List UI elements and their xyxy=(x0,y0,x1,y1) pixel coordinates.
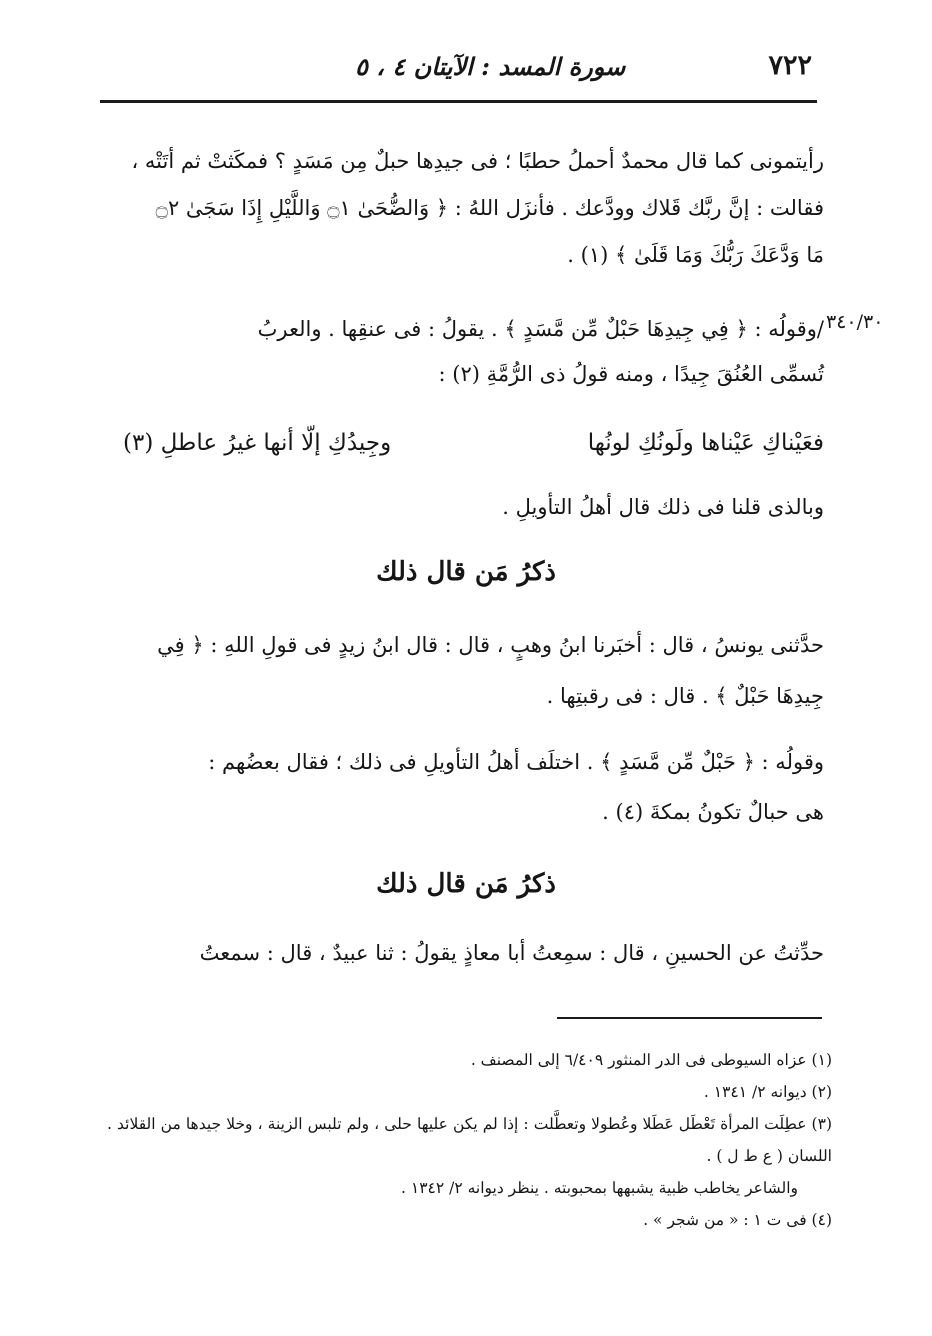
margin-reference: ٣٤٠/٣٠ xyxy=(826,311,884,333)
text-line: تُسمِّى العُنُقَ جِيدًا ، ومنه قولُ ذى الرُّمَّةِ (٢) : xyxy=(438,362,824,386)
section-heading: ذكرُ مَن قال ذلك xyxy=(376,869,556,899)
paragraph-5 xyxy=(109,737,824,837)
text-line: جِيدِهَا حَبْلٌ ﴾ . قال : فى رقبتِها . xyxy=(546,684,824,708)
header-rule xyxy=(100,100,817,103)
page-number: ٧٢٢ xyxy=(768,50,812,81)
text-line: هى حبالٌ تكونُ بمكةَ (٤) . xyxy=(602,800,824,824)
text-line: فقالت : إنَّ ربَّك قَلاك وودَّعك . فأنزَل اللهُ : ﴿ وَالضُّحَىٰ ۝١ وَاللَّيْلِ إِذَا سَجَىٰ ۝٢ xyxy=(155,196,824,220)
text-line: مَا وَدَّعَكَ رَبُّكَ وَمَا قَلَىٰ ﴾ (١) . xyxy=(567,243,824,267)
footnote-rule xyxy=(557,1017,822,1019)
footnote: (٤) فى ت ١ : « من شجر » . xyxy=(643,1211,832,1229)
text-line: حدَّثنى يونسُ ، قال : أخبَرنا ابنُ وهبٍ ، قال : قال ابنُ زيدٍ فى قولِ اللهِ : ﴿ فِي xyxy=(157,633,824,657)
page-header xyxy=(100,48,822,88)
text-line: رأيتمونى كما قال محمدٌ أحملُ حطبًا ؛ فى جيدِها حبلٌ مِن مَسَدٍ ؟ فمكَثتْ ثم أتَتْه ، xyxy=(131,149,824,173)
verse-hemistich-left: وجِيدُكِ إلّا أنها غيرُ عاطلِ (٣) xyxy=(123,430,392,456)
running-title: سورة المسد : الآيتان ٤ ، ٥ xyxy=(355,52,626,81)
text-line: وقولُه : ﴿ حَبْلٌ مِّن مَّسَدٍ ﴾ . اختلَف أهلُ التأويلِ فى ذلك ؛ فقال بعضُهم : xyxy=(208,750,824,774)
paragraph-4 xyxy=(109,620,824,722)
footnotes xyxy=(107,1044,832,1236)
text-line: /وقولُه : ﴿ فِي جِيدِهَا حَبْلٌ مِّن مَّسَدٍ ﴾ . يقولُ : فى عنقِها . والعربُ xyxy=(257,317,824,341)
footnote: (٣) عطِلَت المرأة تَعْطَل عَطَلا وعُطولا وتعطَّلت : إذا لم يكن عليها حلى ، ولم تلبس الزينة ، وخلا جيدها من القلائد . اللسان ( ع ط ل ) . xyxy=(107,1115,832,1165)
section-heading: ذكرُ مَن قال ذلك xyxy=(376,557,556,587)
footnote-continuation: والشاعر يخاطب ظبية يشبهها بمحبوبته . ينظر ديوانه ٢/ ١٣٤٢ . xyxy=(401,1179,798,1197)
paragraph-2 xyxy=(109,307,824,397)
footnote: (٢) ديوانه ٢/ ١٣٤١ . xyxy=(703,1083,832,1101)
footnote: (١) عزاه السيوطى فى الدر المنثور ٦/٤٠٩ إلى المصنف . xyxy=(470,1051,832,1069)
paragraph-3: وبالذى قلنا فى ذلك قال أهلُ التأويلِ . xyxy=(502,495,824,519)
paragraph-1 xyxy=(109,138,824,279)
verse-hemistich-right: فعَيْناكِ عَيْناها ولَونُكِ لونُها xyxy=(587,430,824,456)
poetry-verse xyxy=(109,420,824,466)
paragraph-6: حدِّثتُ عن الحسينِ ، قال : سمِعتُ أبا معاذٍ يقولُ : ثنا عبيدٌ ، قال : سمعتُ xyxy=(199,941,824,965)
